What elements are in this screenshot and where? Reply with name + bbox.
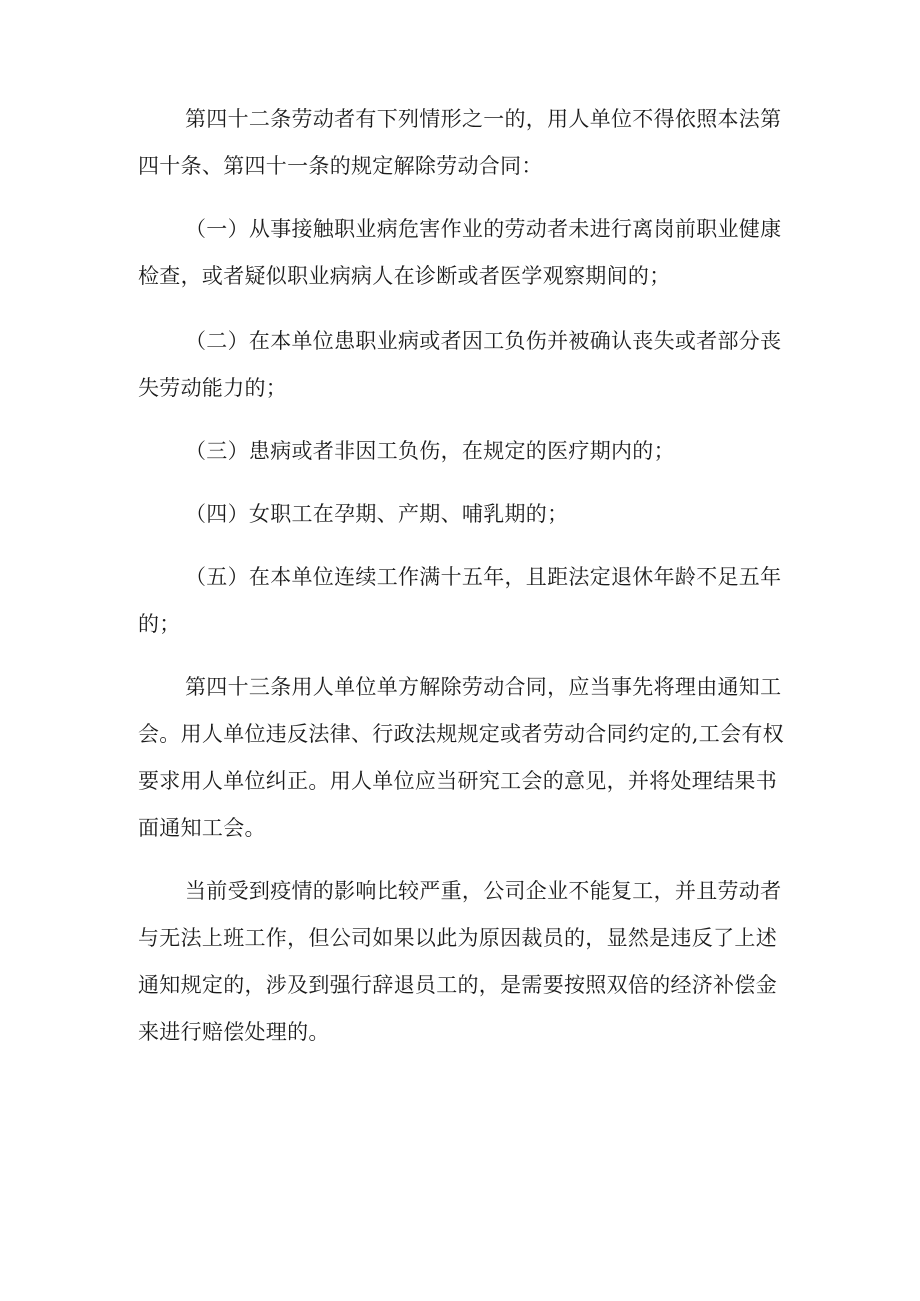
paragraph-line: （四）女职工在孕期、产期、哺乳期的； [185,502,569,526]
paragraph-line: 第四十二条劳动者有下列情形之一的，用人单位不得依照本法第 [185,107,782,131]
item-5-paragraph [138,554,804,648]
item-2-paragraph [138,318,804,412]
article-42-paragraph [138,96,804,190]
paragraph-line: 的； [138,612,181,636]
paragraph-line: 会。用人单位违反法律、行政法规规定或者劳动合同约定的,工会有权 [138,722,784,746]
paragraph-line: 当前受到疫情的影响比较严重，公司企业不能复工，并且劳动者 [185,879,782,903]
item-1-paragraph [138,206,804,300]
paragraph-line: 与无法上班工作，但公司如果以此为原因裁员的，显然是违反了上述 [138,926,777,950]
item-3-paragraph [138,428,804,475]
paragraph-line: （三）患病或者非因工负伤，在规定的医疗期内的； [185,439,675,463]
paragraph-line: 失劳动能力的； [138,376,288,400]
commentary-paragraph [138,868,804,1056]
paragraph-line: 四十条、第四十一条的规定解除劳动合同： [138,154,543,178]
paragraph-line: 通知规定的，涉及到强行辞退员工的，是需要按照双倍的经济补偿金 [138,973,777,997]
paragraph-line: 要求用人单位纠正。用人单位应当研究工会的意见，并将处理结果书 [138,769,777,793]
item-4-paragraph [138,491,804,538]
paragraph-line: （五）在本单位连续工作满十五年，且距法定退休年龄不足五年 [185,565,782,589]
article-43-paragraph [138,664,804,852]
paragraph-line: （一）从事接触职业病危害作业的劳动者未进行离岗前职业健康 [185,217,782,241]
paragraph-line: 第四十三条用人单位单方解除劳动合同，应当事先将理由通知工 [185,675,782,699]
paragraph-line: 面通知工会。 [138,816,266,840]
paragraph-line: （二）在本单位患职业病或者因工负伤并被确认丧失或者部分丧 [185,329,782,353]
document-body [138,96,804,1056]
paragraph-line: 来进行赔偿处理的。 [138,1020,330,1044]
paragraph-line: 检查，或者疑似职业病病人在诊断或者医学观察期间的； [138,264,671,288]
